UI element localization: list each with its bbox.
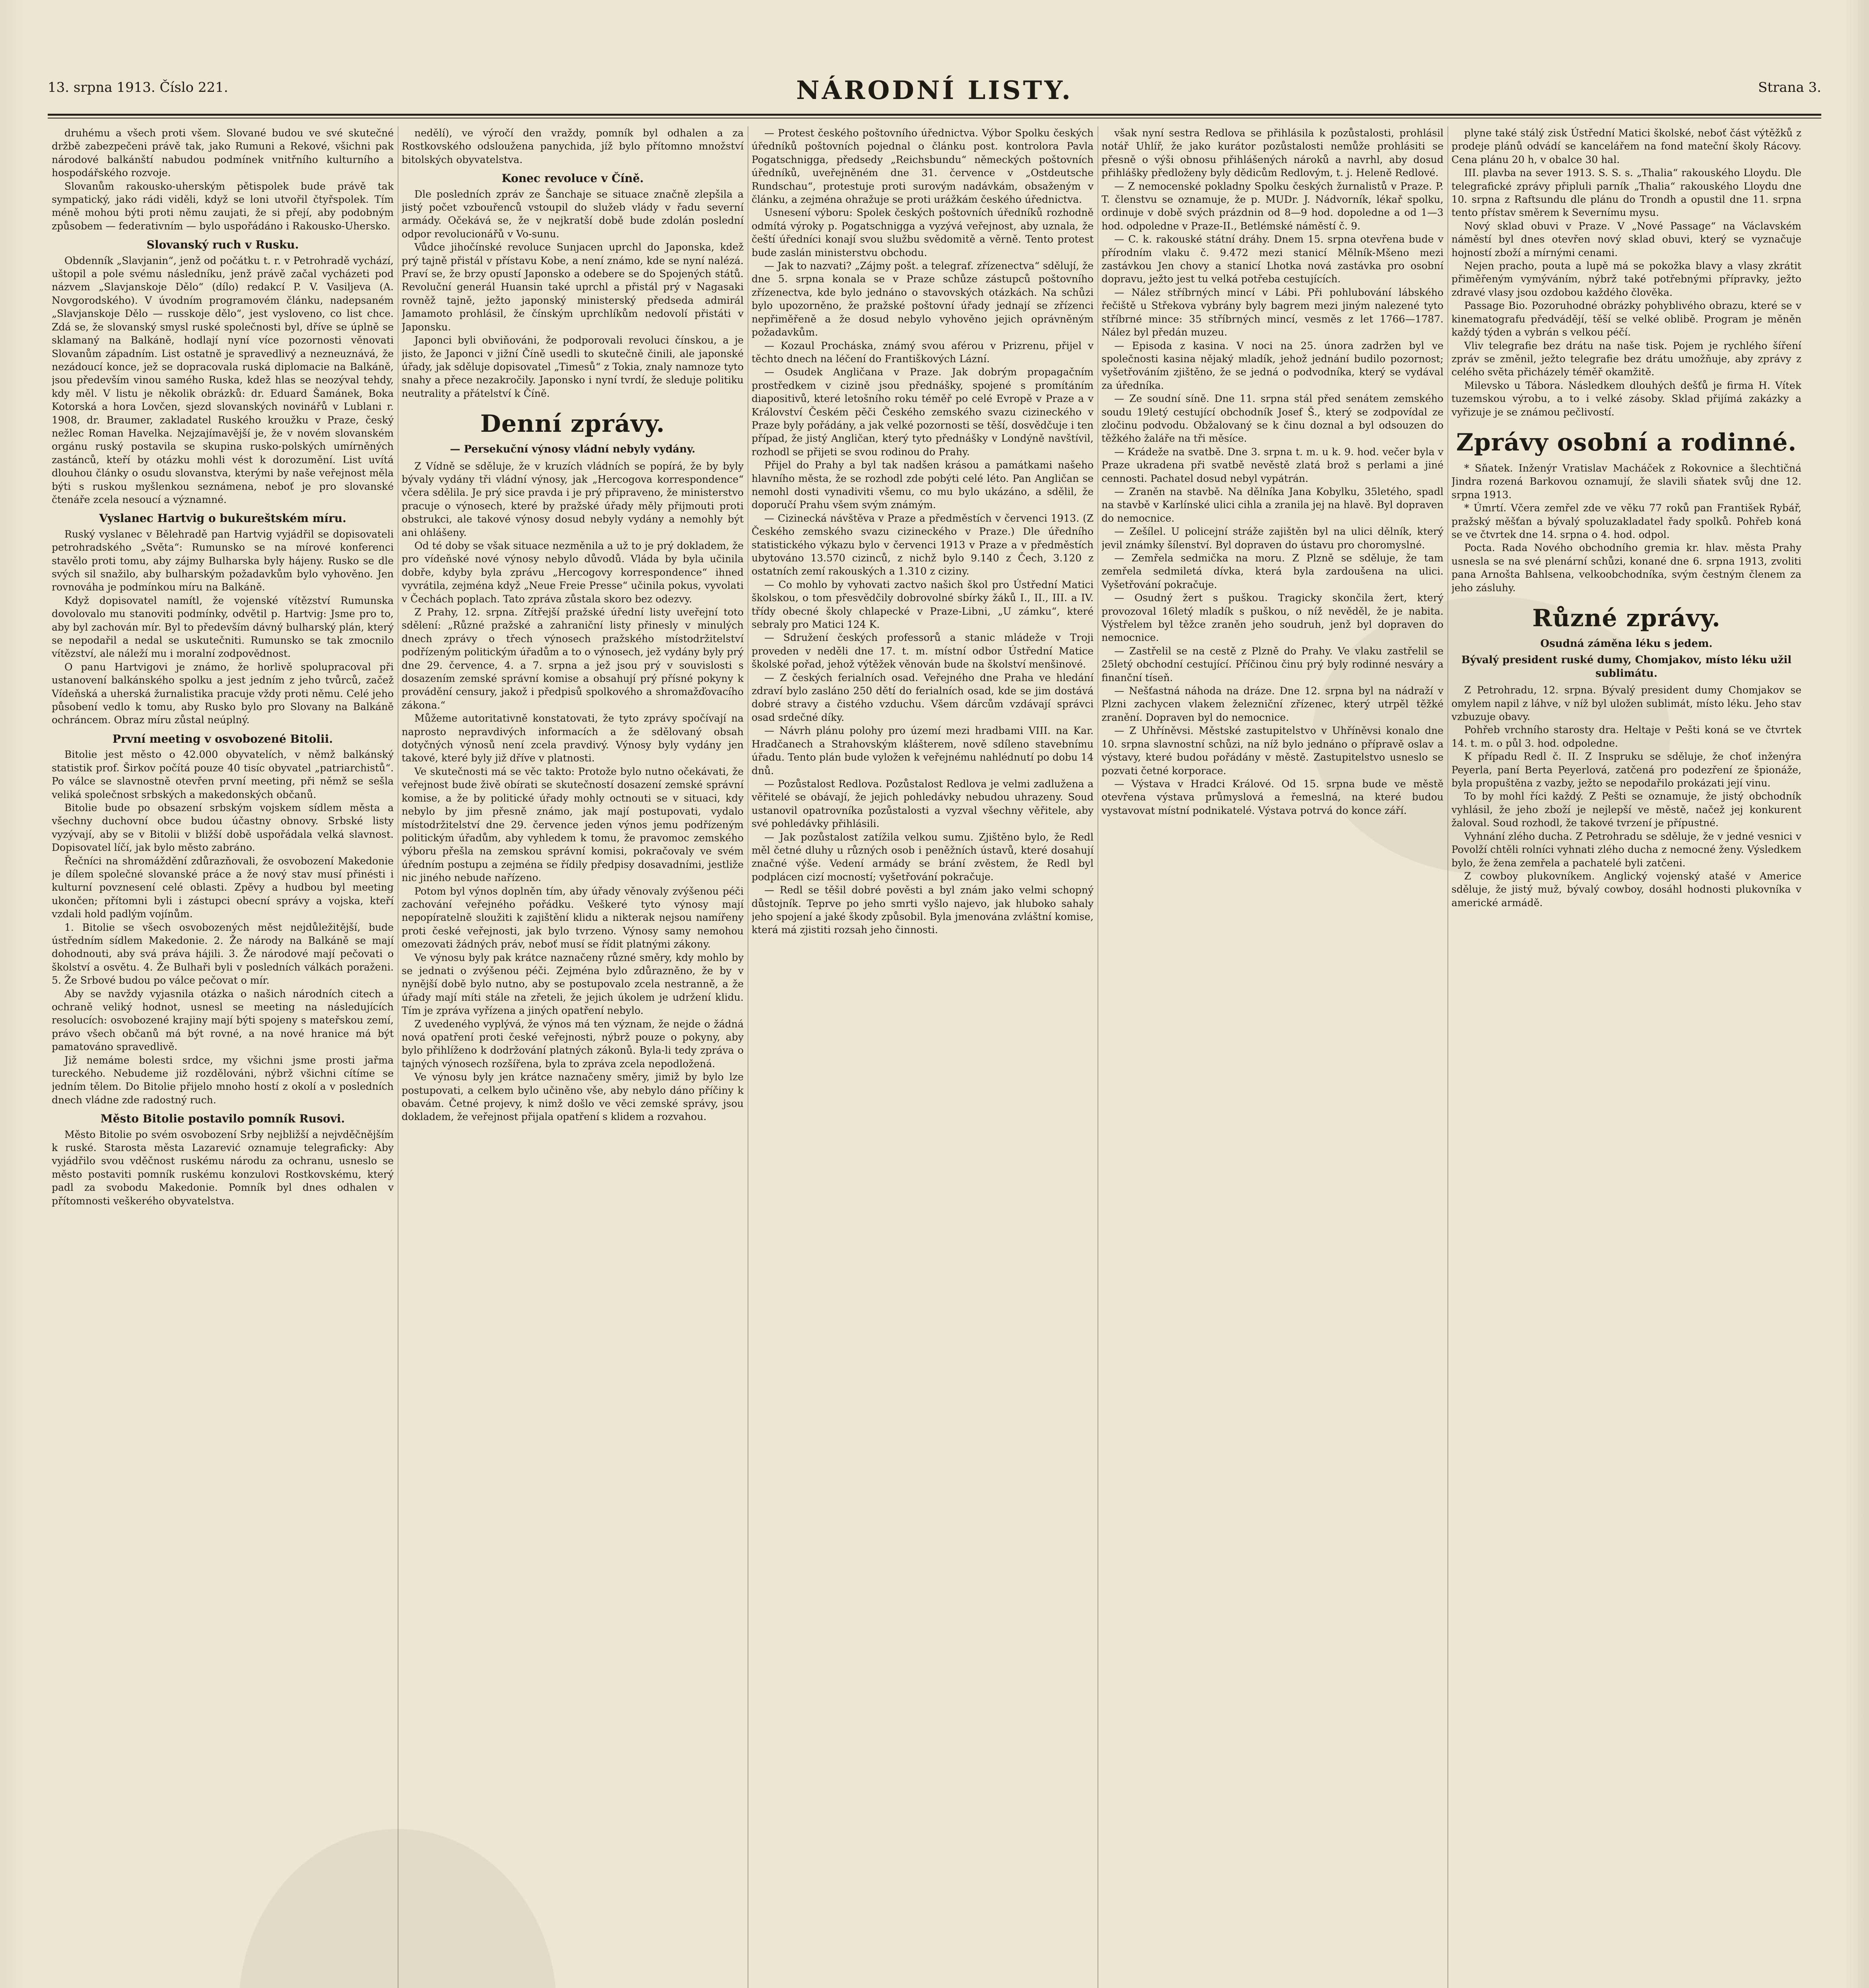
- article-paragraph: — Z českých ferialních osad. Veřejného dne Praha ve hledání zdraví bylo zasláno 250 dětí do ferialních osad, kde se jim dostává dobré stravy a čistého vzduchu. Všem dárcům vzdávají správci osad srdečné díky.: [752, 672, 1094, 723]
- article-paragraph: Aby se navždy vyjasnila otázka o našich národních citech a ochraně veliký hodnot, usnesl se meeting na následujících resolucích: osvobozené krajiny mají býti spojeny s mateřskou zemí, právo všech občanů má být rovné, a na nové hranice má být pamatováno spravedlivě.: [52, 988, 394, 1053]
- article-paragraph: — Nález stříbrných mincí v Lábi. Při pohlubování lábského řečiště u Střekova vybrány byly bagrem mezi jiným nalezené tyto stříbrné mince: 35 stříbrných mincí, vesměs z let 1766—1787. Nález byl předán muzeu.: [1102, 286, 1444, 338]
- article-paragraph: Potom byl výnos doplněn tím, aby úřady věnovaly zvýšenou péči zachování veřejného pořádku. Veškeré tyto výnosy mají nepopíratelně sloužiti k zajištění klidu a nikterak nejsou namířeny proti české veřejnosti, jak bylo tvrzeno. Výnosy samy nemohou omezovati žádných práv, neboť musí se řídit platnými zákony.: [402, 885, 744, 950]
- masthead-rule: [48, 114, 1821, 116]
- article-paragraph: — Ze soudní síně. Dne 11. srpna stál před senátem zemského soudu 19letý cestující obchodník Josef Š., který se zodpovídal ze zločinu podvodu. Obžalovaný se k činu doznal a byl odsouzen do těžkého žaláře na tři měsíce.: [1102, 393, 1444, 445]
- article-paragraph: Z Vídně se sděluje, že v kruzích vládních se popírá, že by byly bývaly vydány tři vládní výnosy, jak „Hercogova korrespondence“ včera sdělila. Je prý sice pravda i je prý připraveno, že ministerstvo pracuje o výnosech, které by pražské úřady měly přijmouti proti obstrukci, ale takové výnosy dosud nebyly vydány a nemohly být ani ohlášeny.: [402, 460, 744, 538]
- article-paragraph: Z Prahy, 12. srpna. Zítřejší pražské úřední listy uveřejní toto sdělení: „Různé pražské a zahraniční listy přinesly v minulých dnech zprávy o třech výnosech pražského místodržitelství podřízeným politickým úřadům a to o výnosech, jež vydány byly prý dne 29. července, 4. a 7. srpna a jež jsou prý v souvislosti s dosazením zemské správní komise a obsahují prý přísné pokyny k provádění censury, jakož i předpisů spolkového a shromažďovacího zákona.“: [402, 606, 744, 711]
- column-5: [1451, 126, 1801, 1988]
- article-paragraph: Ve skutečnosti má se věc takto: Protože bylo nutno očekávati, že veřejnost bude živě obírati se skutečností dosazení zemské správní komise, a že by politické úřady mohly octnouti se v situaci, kdy nebylo by jim přesně známo, jak mají postupovati, vydalo místodržitelství dne 29. července jeden výnos jemu podřízeným politickým úřadům, aby vyhledem k tomu, že pravomoc zemského výboru přešla na zemskou správní komisi, pokračovaly ve svém úředním postupu a zejména se řídily předpisy dosavadními, jestliže nic jiného nebude nařízeno.: [402, 765, 744, 884]
- article-subheading: Bývalý president ruské dumy, Chomjakov, místo léku užil sublimátu.: [1461, 654, 1792, 679]
- article-paragraph: — Návrh plánu polohy pro území mezi hradbami VIII. na Kar. Hradčanech a Strahovským klášterem, nově sdíleno stavebnímu úřadu. Tento plán bude vyložen k veřejnému nahlédnutí po dobu 14 dnů.: [752, 725, 1094, 777]
- article-subheading: Osudná záměna léku s jedem.: [1540, 638, 1713, 650]
- article-paragraph: Ve výnosu byly pak krátce naznačeny různé směry, kdy mohlo by se jednati o zvýšenou péči. Zejména bylo zdůrazněno, že by v nynější době bylo nutno, aby se postupovalo zcela nestranně, a že úřady mají míti stále na zřeteli, že jejich úkolem je udržení klidu. Tím je zpráva vyřízena a jiných opatření nebylo.: [402, 951, 744, 1017]
- article-paragraph: Řečníci na shromáždění zdůrazňovali, že osvobození Makedonie je dílem společné slovanské práce a že nový stav musí přinésti i kulturní povznesení celé oblasti. Zpěvy a hudbou byl meeting ukončen; přítomni byli i zástupci obecní správy a vojska, kteří vzdali hold padlým vojínům.: [52, 855, 394, 920]
- article-paragraph: O panu Hartvigovi je známo, že horlivě spolupracoval při ustanovení balkánského spolku a jest jedním z jeho tvůrců, začež Vídeňská a uherská žurnalistika pracuje vždy proti němu. Celé jeho působení vedlo k tomu, aby Rusko bylo pro Slovany na Balkáně ochráncem. Obraz míru zůstal neúplný.: [52, 661, 394, 726]
- section-heading-personal-news: Zprávy osobní a rodinné.: [1456, 428, 1797, 456]
- article-paragraph: Usnesení výboru: Spolek českých poštovních úředníků rozhodně odmítá výroky p. Pogatschnigga a vyzývá veřejnost, aby uznala, že čeští úředníci konají svou službu svědomitě a věrně. Tento protest bude zaslán ministerstvu obchodu.: [752, 207, 1094, 258]
- article-paragraph: Z Petrohradu, 12. srpna. Bývalý president dumy Chomjakov se omylem napil z láhve, v níž byl uložen sublimát, místo léku. Jeho stav vzbuzuje obavy.: [1451, 684, 1801, 723]
- article-paragraph: — Jak to nazvati? „Zájmy pošt. a telegraf. zřízenectva“ sdělují, že dne 5. srpna konala se v Praze schůze zástupců poštovního zřízenectva, kde bylo jednáno o stavovských otázkách. Na schůzi bylo upozorněno, že pražské poštovní úřady jednají se zřízenci nepřiměřeně a že dosud nebylo vyhověno jejich oprávněným požadavkům.: [752, 260, 1094, 338]
- issue-date: 13. srpna 1913. Číslo 221.: [48, 80, 228, 95]
- article-paragraph: — Episoda z kasina. V noci na 25. února zadržen byl ve společnosti kasina nějaký mladík, jehož jednání budilo pozornost; vyšetřováním zjištěno, že se jedná o podvodníka, který se vydával za úředníka.: [1102, 340, 1444, 391]
- article-paragraph: — Protest českého poštovního úřednictva. Výbor Spolku českých úředníků poštovních pojednal o článku post. kontrolora Pavla Pogatschnigga, předsedy „Reichsbundu“ německých poštovních úředníků, uveřejněném dne 31. července v „Ostdeutsche Rundschau“, protestuje proti surovým nadávkám, obsaženým v článku, a zejména ohražuje se proti urážkám českého úřednictva.: [752, 127, 1094, 206]
- article-paragraph: plyne také stálý zisk Ústřední Matici školské, neboť část výtěžků z prodeje plánů odvádí se kancelářem na fond mateční školy Rácovy. Cena plánu 20 h, v obalce 30 hal.: [1451, 127, 1801, 165]
- article-paragraph: — Zešílel. U policejní stráže zajištěn byl na ulici dělník, který jevil známky šílenství. Byl dopraven do ústavu pro choromyslné.: [1102, 526, 1444, 551]
- article-paragraph: * Sňatek. Inženýr Vratislav Macháček z Rokovnice a šlechtičná Jindra rozená Barkovou oznamují, že slavili sňatek svůj dne 12. srpna 1913.: [1451, 462, 1801, 501]
- article-paragraph: Nový sklad obuvi v Praze. V „Nové Passage“ na Václavském náměstí byl dnes otevřen nový sklad obuvi, který se vyznačuje hojností zboží a mírnými cenami.: [1451, 220, 1801, 258]
- article-paragraph: — Pozůstalost Redlova. Pozůstalost Redlova je velmi zadlužena a věřitelé se obávají, že jejich pohledávky nebudou uhrazeny. Soud ustanovil opatrovníka pozůstalosti a vyzval všechny věřitele, aby své pohledávky přihlásili.: [752, 778, 1094, 830]
- article-subheading: — Persekuční výnosy vládní nebyly vydány.: [450, 443, 696, 456]
- article-paragraph: Vůdce jihočínské revoluce Sunjacen uprchl do Japonska, kdež prý tajně přistál v přístavu Kobe, a není známo, kde se nyní nalézá. Praví se, že brzy opustí Japonsko a odebere se do Spojených států. Revoluční generál Huansin také uprchl a přistál prý v Nagasaki rovněž tajně, ježto japonský ministerský předseda admirál Jamamoto prohlásil, že čínským uprchlíkům nedovolí přistáti v Japonsku.: [402, 241, 744, 333]
- article-paragraph: Bitolie bude po obsazení srbským vojskem sídlem města a všechny duchovní obce budou účastny obnovy. Srbské listy vyzývají, aby se v Bitolii v bližší době uspořádala velká slavnost. Dopisovatel líčí, jak bylo město zabráno.: [52, 802, 394, 854]
- article-paragraph: Můžeme autoritativně konstatovati, že tyto zprávy spočívají na naprosto nepravdivých informacích a že sdělovaný obsah dotyčných výnosů není zcela pravdivý. Výnosy byly vydány jen takové, které byly již dříve v platnosti.: [402, 712, 744, 764]
- column-separator: [1447, 126, 1448, 1988]
- article-paragraph: — Zemřela sedmička na moru. Z Plzně se sděluje, že tam zemřela sedmiletá dívka, která byla zardoušena na ulici. Vyšetřování pokračuje.: [1102, 552, 1444, 590]
- article-paragraph: však nyní sestra Redlova se přihlásila k pozůstalosti, prohlásil notář Uhlíř, že jako kurátor pozůstalosti nemůže prohlásiti se přesně o výši obnosu přihlášených nároků a navrhl, aby dosud přihlášky předloženy byly dědicům Redlovým, t. j. Heleně Redlové.: [1102, 127, 1444, 179]
- article-paragraph: — Zraněn na stavbě. Na dělníka Jana Kobylku, 35letého, spadl na stavbě v Karlínské ulici cihla a zranila jej na hlavě. Byl dopraven do nemocnice.: [1102, 485, 1444, 524]
- article-paragraph: — Co mohlo by vyhovati zactvo našich škol pro Ústřední Matici školskou, o tom přesvědčily dobrovolné sbírky žáků I., II., III. a IV. třídy obecné školy chlapecké v Praze-Libni, „U zámku“, které sebraly pro Matici 124 K.: [752, 579, 1094, 631]
- article-paragraph: — Redl se těšil dobré pověsti a byl znám jako velmi schopný důstojník. Teprve po jeho smrti vyšlo najevo, jak hluboko sahaly jeho spojení a jaké škody způsobil. Byla jmenována zvláštní komise, která má zjistiti rozsah jeho činnosti.: [752, 884, 1094, 936]
- article-paragraph: — Kozaul Procháska, známý svou aférou v Prizrenu, přijel v těchto dnech na léčení do Františkových Lázní.: [752, 340, 1094, 365]
- article-paragraph: Milevsko u Tábora. Následkem dlouhých dešťů je firma H. Vítek tuzemskou výrobu, a to i velké zásoby. Sklad přijímá zakázky a vyřizuje je se známou pečlivostí.: [1451, 379, 1801, 418]
- article-paragraph: Nejen pracho, pouta a lupě má se pokožka blavy a vlasy zkrátit přiměřeným vymýváním, nýbrž také potřebnými přípravky, ježto zdravé vlasy jsou ozdobou každého člověka.: [1451, 260, 1801, 298]
- article-paragraph: Vyhnání zlého ducha. Z Petrohradu se sděluje, že v jedné vesnici v Povolží chtěli rolníci vyhnati zlého ducha z nemocné ženy. Výsledkem bylo, že žena zemřela a pachatelé byli zatčeni.: [1451, 830, 1801, 869]
- article-paragraph: Vliv telegrafie bez drátu na naše tisk. Pojem je rychlého šíření zpráv se změnil, ježto telegrafie bez drátu umožňuje, aby zprávy z celého světa přicházely téměř okamžitě.: [1451, 340, 1801, 378]
- article-paragraph: Passage Bio. Pozoruhodné obrázky pohyblivého obrazu, které se v kinematografu předvádějí, těší se velké oblibě. Program je měněn každý týden a vybrán s velkou péčí.: [1451, 300, 1801, 338]
- article-paragraph: Slovanům rakousko-uherským pětispolek bude právě tak sympatický, jako rádi viděli, když se loni utvořil čtyřspolek. Tím méně mohou býti proti němu zaujati, že si přejí, aby podobným způsobem — federativním — bylo uspořádáno i Rakousko-Uhersko.: [52, 180, 394, 232]
- article-heading: První meeting v osvobozené Bitolii.: [112, 732, 333, 746]
- masthead: [48, 76, 1821, 107]
- article-paragraph: druhému a všech proti všem. Slované budou ve své skutečné držbě zabezpečeni právě tak, jako Rumuni a Rekové, všichni pak národové balkánští nabudou podmínek vnitřního kulturního a hospodářského rozvoje.: [52, 127, 394, 179]
- column-2: [402, 126, 744, 1988]
- column-4: [1102, 126, 1444, 1988]
- article-paragraph: Bitolie jest město o 42.000 obyvatelích, v němž balkánský statistik prof. Širkov počítá pouze 40 tisíc obyvatel „patriarchistů“. Po válce se slavnostně otevřen první meeting, při němž se sešla veliká společnost srbských a makedonských občanů.: [52, 749, 394, 800]
- article-paragraph: Ve výnosu byly jen krátce naznačeny směry, jimiž by bylo lze postupovati, a celkem bylo učiněno vše, aby nebylo dáno příčiny k obavám. Četné projevy, k nimž došlo ve věci zemské správy, jsou dokladem, že veřejnost přijala opatření s klidem a rozvahou.: [402, 1071, 744, 1123]
- article-paragraph: Obdenník „Slavjanin“, jenž od počátku t. r. v Petrohradě vychází, uštopil a pole svému následníku, jenž právě začal vycházeti pod názvem „Slavjanskoje Dělo“ (dílo) redakcí P. V. Vasiljeva (A. Novgorodského). V úvodním programovém článku, nadepsaném „Slavjanskoje Dělo — russkoje dělo“, jest vysloveno, co list chce. Zdá se, že slovanský smysl ruské společnosti byl, dříve se úplně se sklamaný na Balkáně, hodlají nyní více pozornosti věnovati Slovanům západním. List ostatně je spravedlivý a nezneuznává, že nezádoucí konce, jež se dopracovala ruská diplomacie na Balkáně, jsou především vinou samého Ruska, kdež hlas se neozýval tehdy, kdy měl. V listu je několik obrázků: dr. Eduard Šamánek, Boka Kotorská a hora Lovčen, sjezd slovanských novinářů v Lublani r. 1908, dr. Braumer, zakladatel Ruského kroužku v Praze, český nežlec Roman Havelka. Nejzajímavější je, že v novém slovanském orgánu ruský postavila se skupina rusko-polských umírněných zastánců, kteří by otázku mohli vést k dorozumění. List uvítá dlouhou články o osudu slovanstva, kterými by naše veřejnost měla býti s ruskou myšlenkou seznámena, neboť je pro slovanské čtenáře zcela nesoucí a významné.: [52, 254, 394, 505]
- article-paragraph: Již nemáme bolesti srdce, my všichni jsme prosti jařma tureckého. Nebudeme již rozdělováni, nýbrž všichni cítíme se jedním tělem. Do Bitolie přijelo mnoho hostí z okolí a v posledních dnech vládne zde radostný ruch.: [52, 1054, 394, 1106]
- section-heading-miscellaneous: Různé zprávy.: [1532, 604, 1721, 632]
- article-paragraph: 1. Bitolie se všech osvobozených měst nejdůležitější, bude ústředním sídlem Makedonie. 2. Že národy na Balkáně se mají dohodnouti, aby svá práva hájili. 3. Že národové mají pečovati o školství a osvětu. 4. Že Bulhaři byli v posledních válkách poraženi. 5. Že Srbové budou po válce pečovat o mír.: [52, 921, 394, 986]
- article-paragraph: K případu Redl č. II. Z Inspruku se sděluje, že choť inženýra Peyerla, paní Berta Peyerlová, zatčená pro podezření ze špionáže, byla propuštěna z vazby, ježto se nepodařilo prokázati její vinu.: [1451, 751, 1801, 789]
- article-paragraph: Pocta. Rada Nového obchodního gremia kr. hlav. města Prahy usnesla se na své plenární schůzi, konané dne 6. srpna 1913, zvoliti pana Arnošta Bahlsena, velkoobchodníka, svým čestným členem za jeho zásluhy.: [1451, 542, 1801, 594]
- column-3: [752, 126, 1094, 1988]
- article-paragraph: — Jak pozůstalost zatížila velkou sumu. Zjištěno bylo, že Redl měl četné dluhy u různých osob i peněžních ústavů, které dosahují značné výše. Vedení armády se brání zvěstem, že Redl byl podplácen cizí mocností; vyšetřování pokračuje.: [752, 831, 1094, 883]
- article-heading: Konec revoluce v Číně.: [501, 172, 644, 185]
- article-paragraph: Z cowboy plukovníkem. Anglický vojenský atašé v Americe sděluje, že jistý muž, bývalý cowboy, dosáhl hodnosti plukovníka v americké armádě.: [1451, 870, 1801, 909]
- article-paragraph: Když dopisovatel namítl, že vojenské vítězství Rumunska dovolovalo mu stanoviti podmínky, odvětil p. Hartvig: Jsme pro to, aby byl zachován mír. Byl to především dávný bulharský plán, který se nepodařil a nedal se uskutečniti. Rumunsko se tak zmocnilo vítězství, ale náleží mu i moralní zodpovědnost.: [52, 594, 394, 660]
- article-paragraph: Ruský vyslanec v Bělehradě pan Hartvig vyjádřil se dopisovateli petrohradského „Světa“: Rumunsko se na mírové konferenci stavělo proti tomu, aby zájmy Bulharska byly hájeny. Rusko se dle svých sil snažilo, aby bulharským požadavkům bylo vyhověno. Jen rovnováha je podmínkou míru na Balkáně.: [52, 528, 394, 593]
- article-paragraph: Z uvedeného vyplývá, že výnos má ten význam, že nejde o žádná nová opatření proti české veřejnosti, nýbrž pouze o pokyny, aby bylo přihlíženo k dodržování platných zákonů. Byla-li tedy zpráva o tajných výnosech rozšířena, byla to zpráva zcela nepodložená.: [402, 1018, 744, 1070]
- article-paragraph: — Z Uhříněvsi. Městské zastupitelstvo v Uhříněvsi konalo dne 10. srpna slavnostní schůzi, na níž bylo jednáno o přípravě oslav a výstavy, které budou pořádány v městě. Zastupitelstvo usneslo se pozvati četné korporace.: [1102, 725, 1444, 777]
- article-paragraph: * Úmrtí. Včera zemřel zde ve věku 77 roků pan František Rybář, pražský měšťan a bývalý spoluzakladatel řady spolků. Pohřeb koná se ve čtvrtek dne 14. srpna o 4. hod. odpol.: [1451, 502, 1801, 540]
- article-paragraph: — Sdružení českých professorů a stanic mládeže v Troji proveden v neděli dne 17. t. m. místní odbor Ústřední Matice školské pořad, jehož výtěžek věnován bude na školství menšinové.: [752, 632, 1094, 670]
- article-paragraph: nedělí), ve výročí den vraždy, pomník byl odhalen a za Rostkovského odsloužena panychida, jíž bylo přítomno množství bitolských obyvatelstva.: [402, 127, 744, 165]
- article-paragraph: Od té doby se však situace nezměnila a už to je prý dokladem, že pro vídeňské nové výnosy nebylo důvodů. Vláda by byla učinila dobře, kdyby byla zprávu „Hercogovy korrespondence“ ihned vyvrátila, zejména když „Neue Freie Presse“ učinila pokus, vyvolati v Čechách poplach. Tato zpráva zůstala skoro bez odezvy.: [402, 540, 744, 605]
- article-paragraph: — Nešťastná náhoda na dráze. Dne 12. srpna byl na nádraží v Plzni zachycen vlakem železniční zřízenec, který utrpěl těžké zranění. Dopraven byl do nemocnice.: [1102, 685, 1444, 723]
- article-paragraph: Japonci byli obviňováni, že podporovali revoluci čínskou, a je jisto, že Japonci v jižní Číně usedli to skutečně činili, ale japonské úřady, jak sděluje dopisovatel „Timesů“ z Tokia, znaly namnoze tyto snahy a přece nezakročily. Japonsko i nyní tvrdí, že sleduje politiku neutrality a přátelství k Číně.: [402, 334, 744, 399]
- section-heading-daily-news: Denní zprávy.: [480, 410, 665, 438]
- article-paragraph: III. plavba na sever 1913. S. S. s. „Thalia“ rakouského Lloydu. Dle telegrafické zprávy připluli parník „Thalia“ rakouského Lloydu dne 10. srpna z Raftsundu dle plánu do Trondh a opustil dne 11. srpna tento přístav směrem k Severnímu mysu.: [1451, 167, 1801, 219]
- newspaper-title: NÁRODNÍ LISTY.: [796, 76, 1073, 105]
- article-paragraph: To by mohl říci každý. Z Pešti se oznamuje, že jistý obchodník vyhlásil, že jeho zboží je nejlepší ve městě, načež jej konkurent žaloval. Soud rozhodl, že takové tvrzení je přípustné.: [1451, 790, 1801, 829]
- article-paragraph: — C. k. rakouské státní dráhy. Dnem 15. srpna otevřena bude v přírodním vlaku č. 9.472 mezi stanicí Mělník-Mšeno mezi zastávkou Jen chovy a stanicí Lhotka nová zastávka pro osobní dopravu, ježto jest tu velká potřeba cestujících.: [1102, 233, 1444, 285]
- article-paragraph: — Osudný žert s puškou. Tragicky skončila žert, který provozoval 16letý mladík s puškou, o níž nevěděl, že je nabita. Výstřelem byl těžce zraněn jeho soudruh, jenž byl dopraven do nemocnice.: [1102, 592, 1444, 644]
- article-paragraph: Přijel do Prahy a byl tak nadšen krásou a památkami našeho hlavního města, že se rozhodl zde pobýti celé léto. Pan Angličan se nemohl dosti vynadiviti všemu, co mu bylo ukázáno, a sdělil, že doporučí Prahu všem svým známým.: [752, 459, 1094, 511]
- article-paragraph: — Osudek Angličana v Praze. Jak dobrým propagačním prostředkem v cizině jsou přednášky, spojené s promítáním diapositivů, které letošního roku téměř po celé Evropě v Praze a v Království Českém pěči Českého zemského svazu cizineckého v Praze byly pořádány, a jak velké pozornosti se těší, dosvědčuje i ten případ, že jistý Angličan, který tyto přednášky v Londýně navštívil, rozhodl se přijeti se svou rodinou do Prahy.: [752, 366, 1094, 458]
- article-heading: Vyslanec Hartvig o bukureštském míru.: [99, 512, 346, 525]
- article-paragraph: Pohřeb vrchního starosty dra. Heltaje v Pešti koná se ve čtvrtek 14. t. m. o půl 3. hod. odpoledne.: [1451, 724, 1801, 749]
- article-paragraph: — Krádeže na svatbě. Dne 3. srpna t. m. u k. 9. hod. večer byla v Praze ukradena při svatbě nevěstě zlatá brož s perlami a jiné cennosti. Pachatel dosud nebyl vypátrán.: [1102, 446, 1444, 484]
- article-paragraph: — Z nemocenské pokladny Spolku českých žurnalistů v Praze. P. T. členstvu se oznamuje, že p. MUDr. J. Nádvorník, lékař spolku, ordinuje v době svých prázdnin od 8—9 hod. dopoledne a od 1—3 hod. odpoledne v Praze-II., Betlémské náměstí č. 9.: [1102, 180, 1444, 232]
- article-paragraph: — Výstava v Hradci Králové. Od 15. srpna bude ve městě otevřena výstava průmyslová a řemeslná, na které budou vystavovat místní podnikatelé. Výstava potrvá do konce září.: [1102, 778, 1444, 816]
- page-number: Strana 3.: [1758, 80, 1821, 95]
- article-heading: Slovanský ruch v Rusku.: [146, 238, 299, 252]
- article-heading: Město Bitolie postavilo pomník Rusovi.: [100, 1112, 345, 1126]
- article-paragraph: Město Bitolie po svém osvobození Srby nejbližší a nejvděčnějším k ruské. Starosta města Lazarević oznamuje telegraficky: Aby vyjádřilo svou vděčnost ruskému národu za ochranu, usneslo se město postaviti pomník ruskému konzulovi Rostkovskému, který padl za svobodu Makedonie. Pomník byl dnes odhalen v přítomnosti veškerého obyvatelstva.: [52, 1128, 394, 1207]
- article-paragraph: — Zastřelil se na cestě z Plzně do Prahy. Ve vlaku zastřelil se 25letý obchodní cestující. Příčinou činu prý byly rodinné nesváry a finanční tíseň.: [1102, 645, 1444, 683]
- column-1: [52, 126, 394, 1988]
- article-paragraph: — Cizinecká návštěva v Praze a předměstích v červenci 1913. (Z Českého zemského svazu cizineckého v Praze.) Dle úředního statistického výkazu bylo v červenci 1913 v Praze a v předměstích ubytováno 13.570 cizinců, z nichž bylo 9.140 z Čech, 3.120 z ostatních zemí rakouských a 1.310 z ciziny.: [752, 512, 1094, 577]
- article-paragraph: Dle posledních zpráv ze Šanchaje se situace značně zlepšila a jistý počet vzbouřenců vstoupil do služeb vlády v řadu severní armády. Očekává se, že v nejkratší době bude zdolán poslední odpor revolucionářů v Vo-sunu.: [402, 188, 744, 240]
